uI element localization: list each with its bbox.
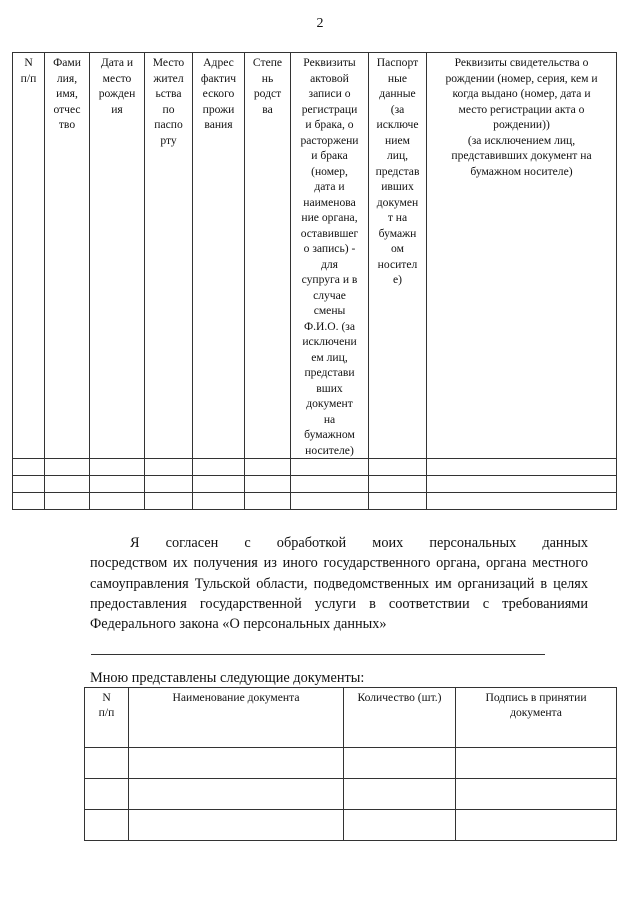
header-registered-address: Место жител ьства по паспо рту <box>145 53 193 459</box>
table-row <box>13 476 617 493</box>
header-marriage-record: Реквизиты актовой записи о регистраци и брака, о расторжени и брака (номер, дата и наименова ние органа, оставившег о запись) - для супруга и в случае смены Ф.И.О. (за исключени ем лиц, представи вших документ на бумажном носителе) <box>291 53 369 459</box>
doc-header-name: Наименование документа <box>129 688 344 748</box>
header-relationship: Степе нь родст ва <box>245 53 291 459</box>
table-row <box>13 493 617 510</box>
header-full-name: Фами лия, имя, отчес тво <box>45 53 90 459</box>
documents-heading: Мною представлены следующие документы: <box>90 670 365 686</box>
header-birth-certificate: Реквизиты свидетельства о рождении (номер, серия, кем и когда выдано (номер, дата и место регистрации акта о рождении)) (за исключением лиц, представивших документ на бумажном носителе) <box>427 53 617 459</box>
signature-line[interactable] <box>91 654 545 655</box>
documents-table <box>84 687 617 841</box>
header-birth-date-place: Дата и место рожден ия <box>90 53 145 459</box>
consent-paragraph <box>90 533 588 634</box>
table-row <box>85 810 617 841</box>
persons-table <box>12 52 617 510</box>
doc-header-number: N п/п <box>85 688 129 748</box>
table-row <box>85 748 617 779</box>
header-number: N п/п <box>13 53 45 459</box>
documents-table-header-row <box>85 688 617 748</box>
table-row <box>85 779 617 810</box>
persons-table-header-row <box>13 53 617 459</box>
doc-header-quantity: Количество (шт.) <box>344 688 456 748</box>
consent-first-line: Я согласен с обработкой моих персональных данных <box>130 535 588 551</box>
consent-text: посредством их получения из иного государственного органа, органа местного самоуправления Тульской области, подведомственных им организаций в целях предоставления государственной услуги в соответствии с требованиями Федерального закона «О персональных данных» <box>90 555 588 633</box>
page-number: 2 <box>316 16 324 31</box>
header-actual-address: Адрес фактич еского прожи вания <box>193 53 245 459</box>
header-passport-data: Паспорт ные данные (за исключе нием лиц, представ ивших докумен т на бумажн ом носител е) <box>369 53 427 459</box>
table-row <box>13 459 617 476</box>
doc-header-signature: Подпись в принятии документа <box>456 688 617 748</box>
